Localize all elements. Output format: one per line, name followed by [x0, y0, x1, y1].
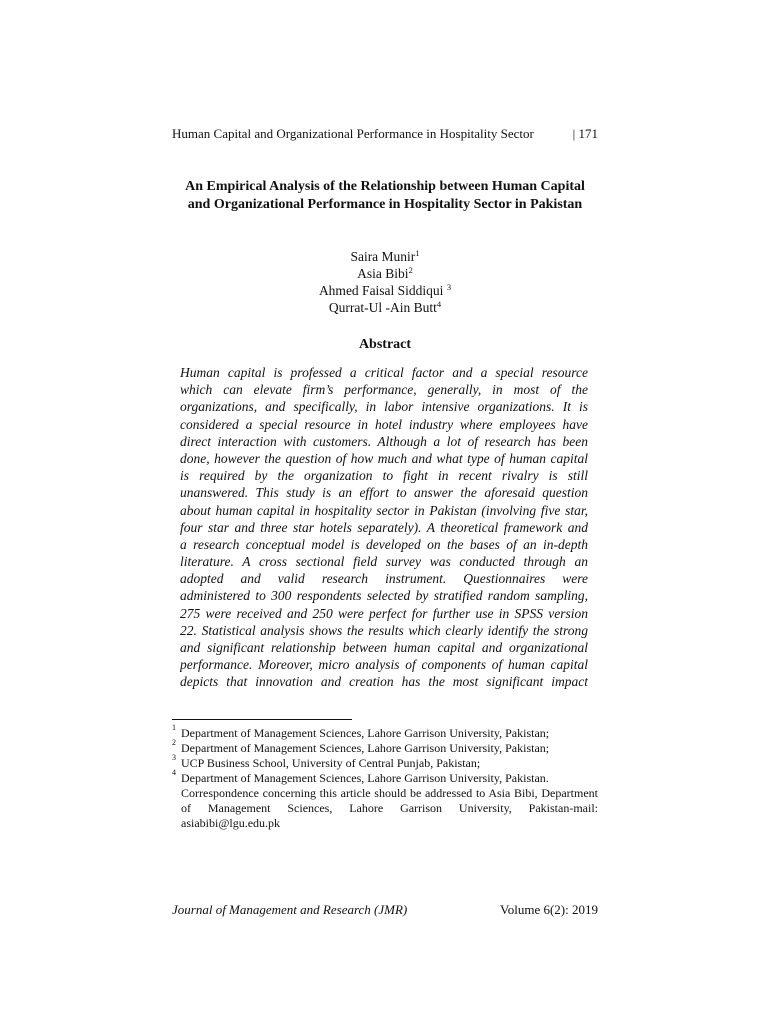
author-name: Ahmed Faisal Siddiqui [318, 283, 447, 298]
abstract-line: four star and three star hotels separately). A theoretical framework and [180, 519, 588, 535]
author-name: Saira Munir [350, 249, 416, 264]
footnote-divider [172, 719, 352, 720]
footnotes [172, 723, 598, 831]
page-number: | 171 [572, 126, 598, 141]
author [172, 299, 598, 316]
abstract-line: done, however the question of how much and what type of human capital [180, 450, 588, 466]
abstract-heading: Abstract [358, 337, 412, 352]
author-footnote-mark: 3 [446, 282, 452, 292]
article-title-line: An Empirical Analysis of the Relationship between Human Capital [185, 179, 585, 194]
footnote-text: Department of Management Sciences, Lahore Garrison University, Pakistan; [181, 726, 550, 740]
article-title [172, 178, 598, 214]
abstract-line: unanswered. This study is an effort to answer the aforesaid question [180, 485, 588, 501]
author-name: Asia Bibi [357, 266, 409, 281]
abstract-line: direct interaction with customers. Although a lot of research has been [180, 433, 588, 449]
author-footnote-mark: 1 [415, 248, 420, 258]
abstract-line: administered to 300 respondents selected by stratified random sampling, [180, 588, 588, 604]
correspondence-note: Correspondence concerning this article should be addressed to Asia Bibi, Department of Management Sciences, Lahore Garrison University, Pakistan-mail: asiabibi@lgu.edu.pk [181, 786, 598, 830]
abstract-line: considered a special resource in hotel industry where employees have [180, 416, 588, 432]
abstract-line: literature. A cross sectional field survey was conducted through an [180, 554, 588, 570]
author-list [172, 248, 598, 316]
footnote [172, 723, 598, 741]
abstract-line: adopted and valid research instrument. Questionnaires were [180, 571, 588, 587]
author-footnote-mark: 4 [436, 299, 442, 309]
volume-info: Volume 6(2): 2019 [500, 902, 598, 917]
journal-name: Journal of Management and Research (JMR) [172, 902, 408, 917]
footnote-number: 2 [172, 738, 176, 747]
abstract-line: about human capital in hospitality sector in Pakistan (involving five star, [180, 502, 588, 518]
author [172, 282, 598, 299]
abstract-line: depicts that innovation and creation has the most significant impact [180, 674, 588, 690]
footnote-number: 4 [172, 768, 176, 777]
abstract-line: Human capital is professed a critical factor and a special resource [180, 365, 588, 380]
running-title: Human Capital and Organizational Performance in Hospitality Sector [172, 126, 534, 141]
footnote [172, 768, 598, 786]
abstract-line: a research conceptual model is developed on the bases of an in-depth [180, 536, 588, 552]
author [172, 265, 598, 282]
footnote-text: UCP Business School, University of Central Punjab, Pakistan; [181, 756, 481, 770]
abstract-line: performance. Moreover, micro analysis of components of human capital [180, 657, 588, 673]
footnote-text: Department of Management Sciences, Lahore Garrison University, Pakistan. [181, 771, 549, 785]
author-footnote-mark: 2 [408, 265, 413, 275]
article-title-line: and Organizational Performance in Hospitality Sector in Pakistan [187, 197, 583, 212]
abstract-line: is required by the organization to fight in recent rivalry is still [180, 468, 588, 484]
abstract-line: and significant relationship between human capital and organizational [180, 640, 588, 655]
author [172, 248, 598, 265]
footnote-number: 3 [172, 753, 176, 762]
abstract-line: 22. Statistical analysis shows the results which clearly identify the strong [180, 622, 588, 638]
footnote-number: 1 [172, 723, 176, 732]
footnote [172, 753, 598, 771]
abstract-line: which can elevate firm’s performance, generally, in most of the [180, 382, 588, 398]
abstract-line: organizations, and specifically, in labor intensive organizations. It is [180, 399, 588, 415]
author-name: Qurrat-Ul -Ain Butt [328, 300, 437, 315]
abstract-line: 275 were received and 250 were perfect for further use in SPSS version [180, 605, 588, 621]
footnote [172, 738, 598, 756]
footnote-text: Department of Management Sciences, Lahore Garrison University, Pakistan; [181, 741, 550, 755]
abstract-body [180, 364, 588, 691]
